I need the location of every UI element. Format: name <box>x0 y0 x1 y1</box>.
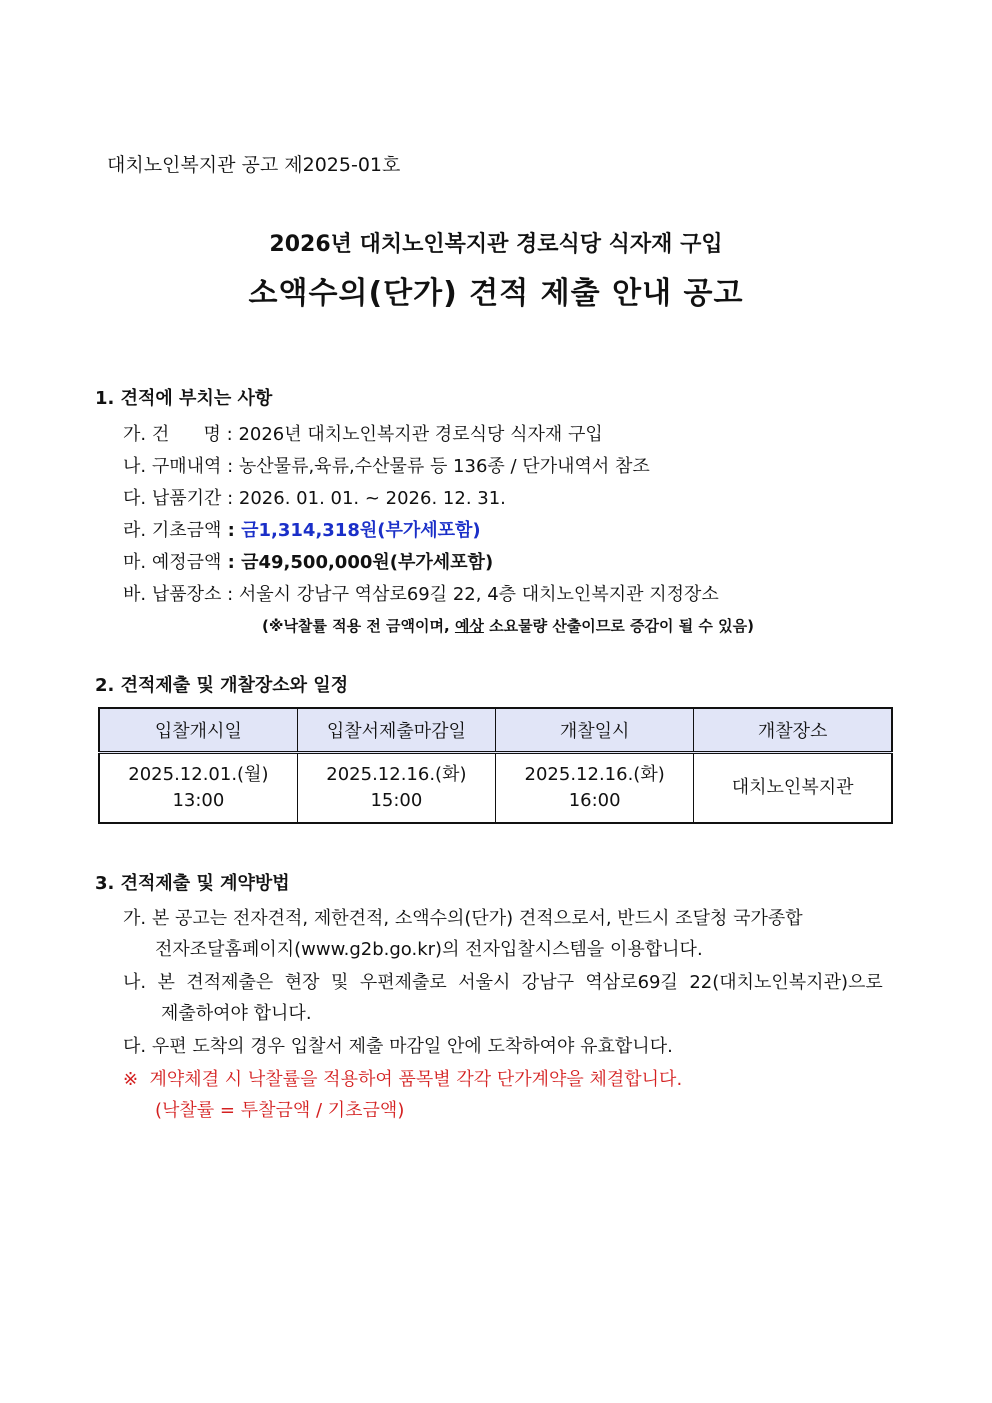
item-sep: : <box>221 552 242 573</box>
item-label: 마. 예정금액 <box>123 552 222 573</box>
item-value: 서울시 강남구 역삼로69길 22, 4층 대치노인복지관 지정장소 <box>238 584 719 605</box>
item-na <box>123 452 650 478</box>
item-sep: : <box>220 424 239 445</box>
item-ra <box>123 516 481 542</box>
item-label: 라. 기초금액 <box>123 520 222 541</box>
title-line-1: 2026년 대치노인복지관 경로식당 식자재 구입 <box>269 232 723 257</box>
item-sep: : <box>221 488 239 509</box>
section-1-heading: 1. 견적에 부치는 사항 <box>95 388 273 409</box>
cell-date: 2025.12.16.(화) <box>524 764 665 785</box>
estimated-amount: 금49,500,000원(부가세포함) <box>241 552 494 573</box>
cell-place: 대치노인복지관 <box>731 777 854 798</box>
method-ga-line-2: 전자조달홈페이지(www.g2b.go.kr)의 전자입찰시스템을 이용합니다. <box>155 939 703 960</box>
cell-date: 2025.12.01.(월) <box>128 764 269 785</box>
column-header: 개찰장소 <box>694 708 892 753</box>
section-2-heading: 2. 견적제출 및 개찰장소와 일정 <box>95 675 349 696</box>
award-rate-formula: (낙찰률 = 투찰금액 / 기초금액) <box>155 1100 405 1121</box>
bid-deadline-cell <box>297 753 495 824</box>
note-text-a: (※낙찰률 적용 전 금액이며, <box>262 617 455 635</box>
cell-time: 15:00 <box>370 790 423 811</box>
amount-note <box>262 615 754 636</box>
opening-time-cell <box>496 753 694 824</box>
note-text-b: 소요물량 산출이므로 증감이 될 수 있음) <box>483 617 754 635</box>
method-da: 다. 우편 도착의 경우 입찰서 제출 마감일 안에 도착하여야 유효합니다. <box>123 1036 673 1057</box>
method-na-line-1: 나. 본 견적제출은 현장 및 우편제출로 서울시 강남구 역삼로69길 22(대치노인복지관)으로 <box>123 972 883 993</box>
schedule-table <box>98 707 893 824</box>
item-label: 나. 구매내역 <box>123 456 222 477</box>
bid-open-cell <box>99 753 297 824</box>
cell-time: 16:00 <box>568 790 621 811</box>
item-label: 가. 건 명 <box>123 424 221 445</box>
notice-number: 대치노인복지관 공고 제2025-01호 <box>107 154 401 176</box>
item-value: 농산물류,육류,수산물류 등 136종 / 단가내역서 참조 <box>238 456 650 477</box>
cell-time: 13:00 <box>172 790 225 811</box>
item-sep: : <box>221 456 239 477</box>
item-ga <box>123 420 603 446</box>
note-underlined: 예상 <box>454 617 484 635</box>
column-header: 개찰일시 <box>496 708 694 753</box>
item-da <box>123 484 506 510</box>
method-ga-line-1: 가. 본 공고는 전자견적, 제한견적, 소액수의(단가) 견적으로서, 반드시 조달청 국가종합 <box>123 908 803 929</box>
column-header: 입찰서제출마감일 <box>297 708 495 753</box>
item-ma <box>123 548 493 574</box>
title-line-2: 소액수의(단가) 견적 제출 안내 공고 <box>248 276 744 311</box>
item-sep: : <box>221 520 242 541</box>
item-ba <box>123 580 719 606</box>
opening-place-cell <box>694 753 892 824</box>
item-value: 2026년 대치노인복지관 경로식당 식자재 구입 <box>238 424 603 445</box>
contract-warning: ※ 계약체결 시 낙찰률을 적용하여 품목별 각각 단가계약을 체결합니다. <box>123 1069 683 1090</box>
table-row <box>99 753 892 824</box>
cell-date: 2025.12.16.(화) <box>326 764 467 785</box>
item-label: 바. 납품장소 <box>123 584 222 605</box>
table-header-row <box>99 708 892 753</box>
item-label: 다. 납품기간 <box>123 488 222 509</box>
item-value: 2026. 01. 01. ~ 2026. 12. 31. <box>238 488 506 509</box>
item-sep: : <box>221 584 239 605</box>
section-3-heading: 3. 견적제출 및 계약방법 <box>95 873 290 894</box>
base-amount: 금1,314,318원(부가세포함) <box>241 520 481 541</box>
column-header: 입찰개시일 <box>99 708 297 753</box>
method-na-line-2: 제출하여야 합니다. <box>161 1003 312 1024</box>
